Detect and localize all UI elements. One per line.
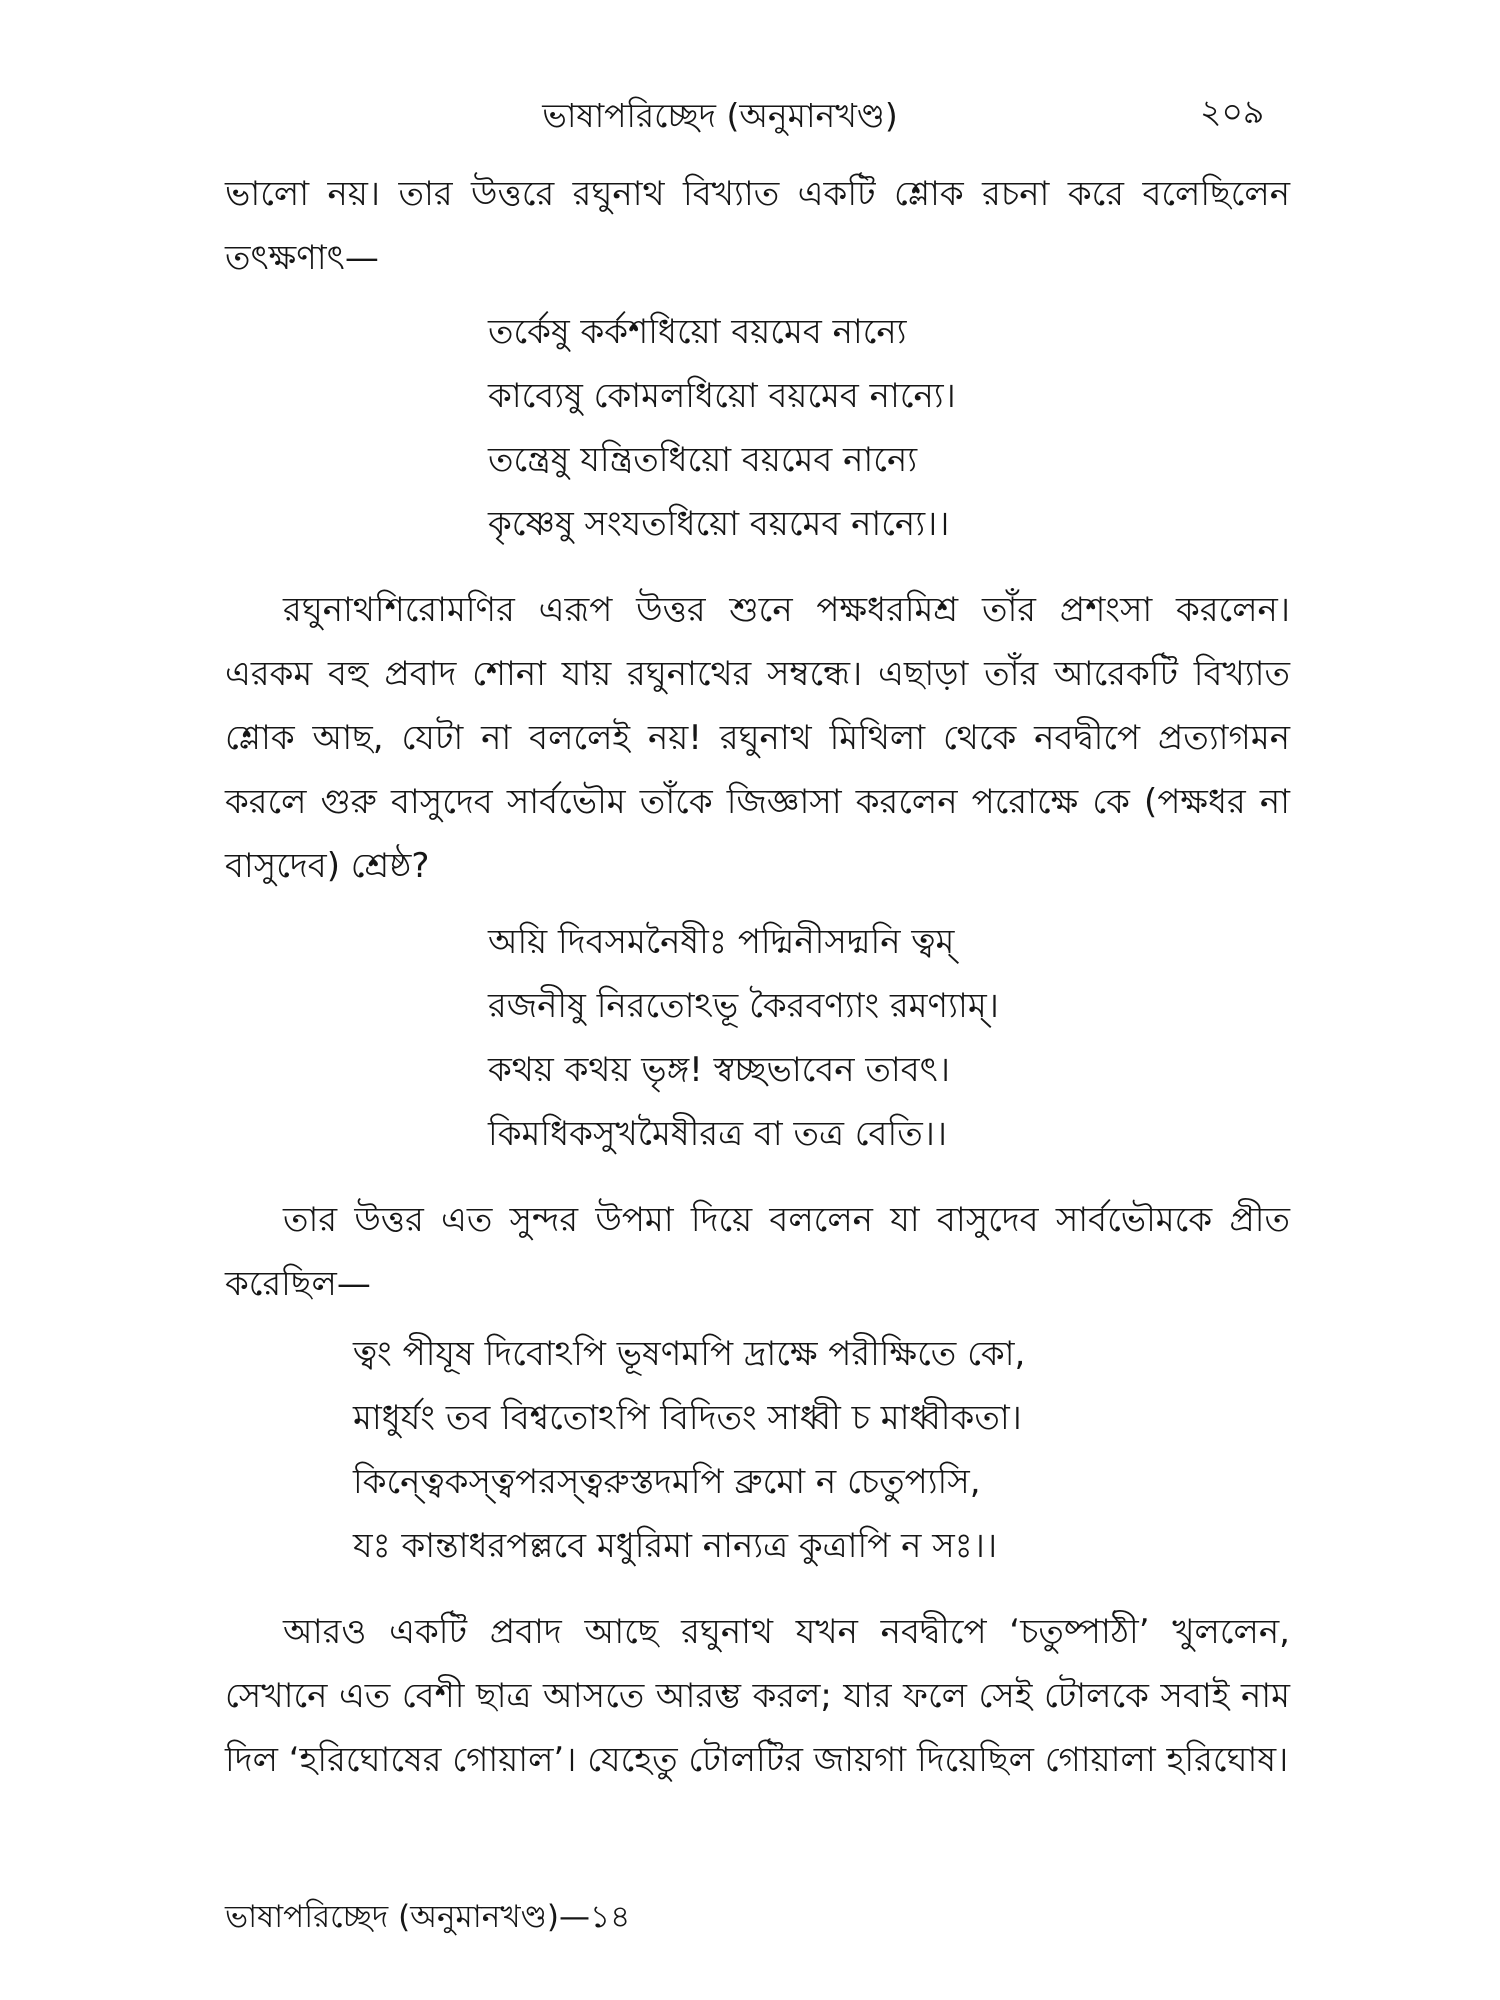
page-number: ২০৯ [1200,92,1265,131]
verse-line: কৃষ্ণেষু সংযতধিয়ো বয়মেব নান্যে।। [488,504,950,544]
verse-line: মাধুর্যং তব বিশ্বতোঽপি বিদিতং সাধ্বী চ মাধ্বীকতা। [353,1398,1022,1438]
verse-line: অয়ি দিবসমনৈষীঃ পদ্মিনীসদ্মনি ত্বম্ [488,922,955,962]
paragraph-1: ভালো নয়। তার উত্তরে রঘুনাথ বিখ্যাত একটি শ্লোক রচনা করে বলেছিলেন তৎক্ষণাৎ— [225,174,1290,278]
page-content [225,162,1290,1792]
verse-line: কিমধিকসুখমৈষীরত্র বা তত্র বেতি।। [488,1114,948,1154]
page-footer: ভাষাপরিচ্ছেদ (অনুমানখণ্ড)—১৪ [225,1899,631,1935]
verse-line: রজনীষু নিরতোঽভূ কৈরবণ্যাং রমণ্যাম্। [488,986,999,1026]
verse-block-3 [225,1322,1290,1578]
paragraph-3: তার উত্তর এত সুন্দর উপমা দিয়ে বললেন যা বাসুদেব সার্বভৌমকে প্রীত করেছিল— [225,1200,1290,1304]
verse-line: যঃ কান্তাধরপল্লবে মধুরিমা নান্যত্র কুত্রাপি ন সঃ।। [353,1526,998,1566]
verse-line: তর্কেষু কর্কশধিয়ো বয়মেব নান্যে [488,312,907,352]
running-header-title: ভাষাপরিচ্ছেদ (অনুমানখণ্ড) [542,96,898,135]
paragraph-4: আরও একটি প্রবাদ আছে রঘুনাথ যখন নবদ্বীপে ‘চতুষ্পাঠী’ খুললেন, সেখানে এত বেশী ছাত্র আসতে আরম্ভ করল; যার ফলে সেই টোলকে সবাই নাম দিল ‘হরিঘোষের গোয়াল’। যেহেতু টোলটির জায়গা দিয়েছিল গোয়ালা হরিঘোষ। [225,1612,1290,1780]
verse-line: তন্ত্রেষু যন্ত্রিতধিয়ো বয়মেব নান্যে [488,440,918,480]
verse-line: কিন্ত্বেকস্ত্বপরস্ত্বরুস্তদমপি ব্রুমো ন চেতুপ্যসি, [353,1462,981,1502]
paragraph-2: রঘুনাথশিরোমণির এরূপ উত্তর শুনে পক্ষধরমিশ্র তাঁর প্রশংসা করলেন। এরকম বহু প্রবাদ শোনা যায় রঘুনাথের সম্বন্ধে। এছাড়া তাঁর আরেকটি বিখ্যাত শ্লোক আছ, যেটা না বললেই নয়! রঘুনাথ মিথিলা থেকে নবদ্বীপে প্রত্যাগমন করলে গুরু বাসুদেব সার্বভৌম তাঁকে জিজ্ঞাসা করলেন পরোক্ষে কে (পক্ষধর না বাসুদেব) শ্রেষ্ঠ? [225,590,1290,886]
verse-line: কাব্যেষু কোমলধিয়ো বয়মেব নান্যে। [488,376,956,416]
verse-line: কথয় কথয় ভৃঙ্গ! স্বচ্ছভাবেন তাবৎ। [488,1050,950,1090]
verse-block-2 [225,910,1290,1166]
verse-line: ত্বং পীযূষ দিবোঽপি ভূষণমপি দ্রাক্ষে পরীক্ষিতে কো, [353,1334,1026,1374]
verse-block-1 [225,300,1290,556]
